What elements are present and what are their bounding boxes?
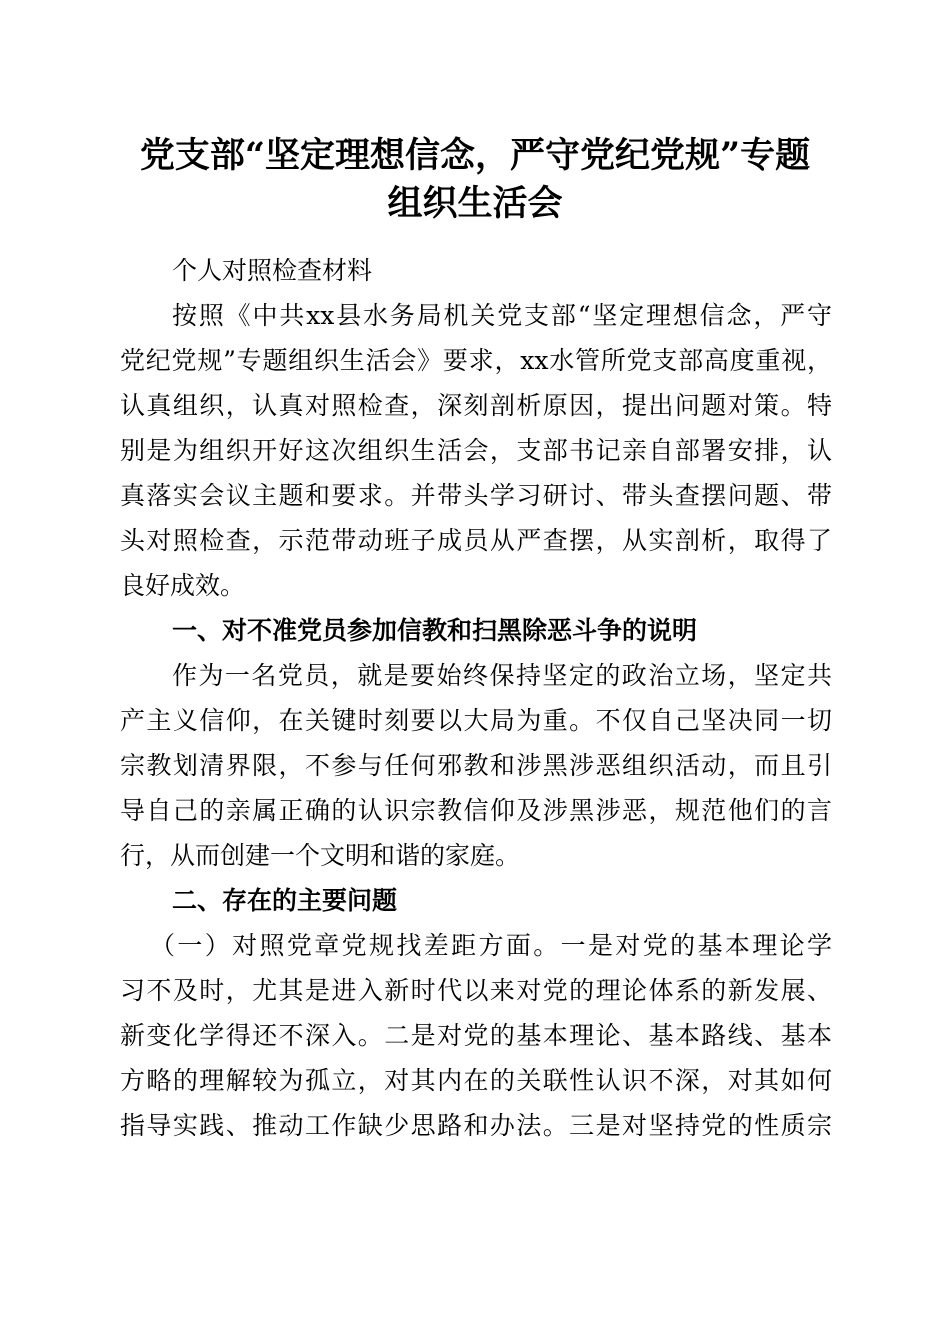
paragraph-2 <box>120 653 832 878</box>
text-line: 按照《中共xx县水务局机关党支部“坚定理想信念，严守 <box>172 301 832 330</box>
text-line: （一）对照党章党规找差距方面。一是对党的基本理论学 <box>150 931 832 960</box>
text-line: 导自己的亲属正确的认识宗教信仰及涉黑涉恶，规范他们的言 <box>120 796 832 825</box>
title-line-1: 党支部“坚定理想信念，严守党纪党规”专题 <box>139 135 811 176</box>
text-line: 习不及时，尤其是进入新时代以来对党的理论体系的新发展、 <box>120 976 832 1005</box>
paragraph-1 <box>120 293 832 608</box>
text-line: 良好成效。 <box>120 571 246 600</box>
text-line: 作为一名党员，就是要始终保持坚定的政治立场，坚定共 <box>172 661 832 690</box>
title-line-2: 组织生活会 <box>387 183 563 224</box>
text-line: 新变化学得还不深入。二是对党的基本理论、基本路线、基本 <box>120 1021 832 1050</box>
document-title <box>100 132 850 228</box>
text-line: 方略的理解较为孤立，对其内在的关联性认识不深，对其如何 <box>120 1066 832 1095</box>
subtitle: 个人对照检查材料 <box>172 256 373 285</box>
text-line: 行，从而创建一个文明和谐的家庭。 <box>120 841 521 870</box>
text-line: 头对照检查，示范带动班子成员从严查摆，从实剖析，取得了 <box>120 526 832 555</box>
text-line: 真落实会议主题和要求。并带头学习研讨、带头查摆问题、带 <box>120 481 832 510</box>
section-heading-1: 一、对不准党员参加信教和扫黑除恶斗争的说明 <box>172 616 698 645</box>
paragraph-3 <box>120 923 832 1148</box>
text-line: 指导实践、推动工作缺少思路和办法。三是对坚持党的性质宗 <box>120 1111 832 1140</box>
text-line: 党纪党规”专题组织生活会》要求，xx水管所党支部高度重视， <box>120 346 832 375</box>
text-line: 宗教划清界限，不参与任何邪教和涉黑涉恶组织活动，而且引 <box>120 751 832 780</box>
document-body <box>120 248 832 1148</box>
section-heading-2: 二、存在的主要问题 <box>172 886 398 915</box>
text-line: 认真组织，认真对照检查，深刻剖析原因，提出问题对策。特 <box>120 391 832 420</box>
text-line: 别是为组织开好这次组织生活会，支部书记亲自部署安排，认 <box>120 436 832 465</box>
text-line: 产主义信仰，在关键时刻要以大局为重。不仅自己坚决同一切 <box>120 706 832 735</box>
